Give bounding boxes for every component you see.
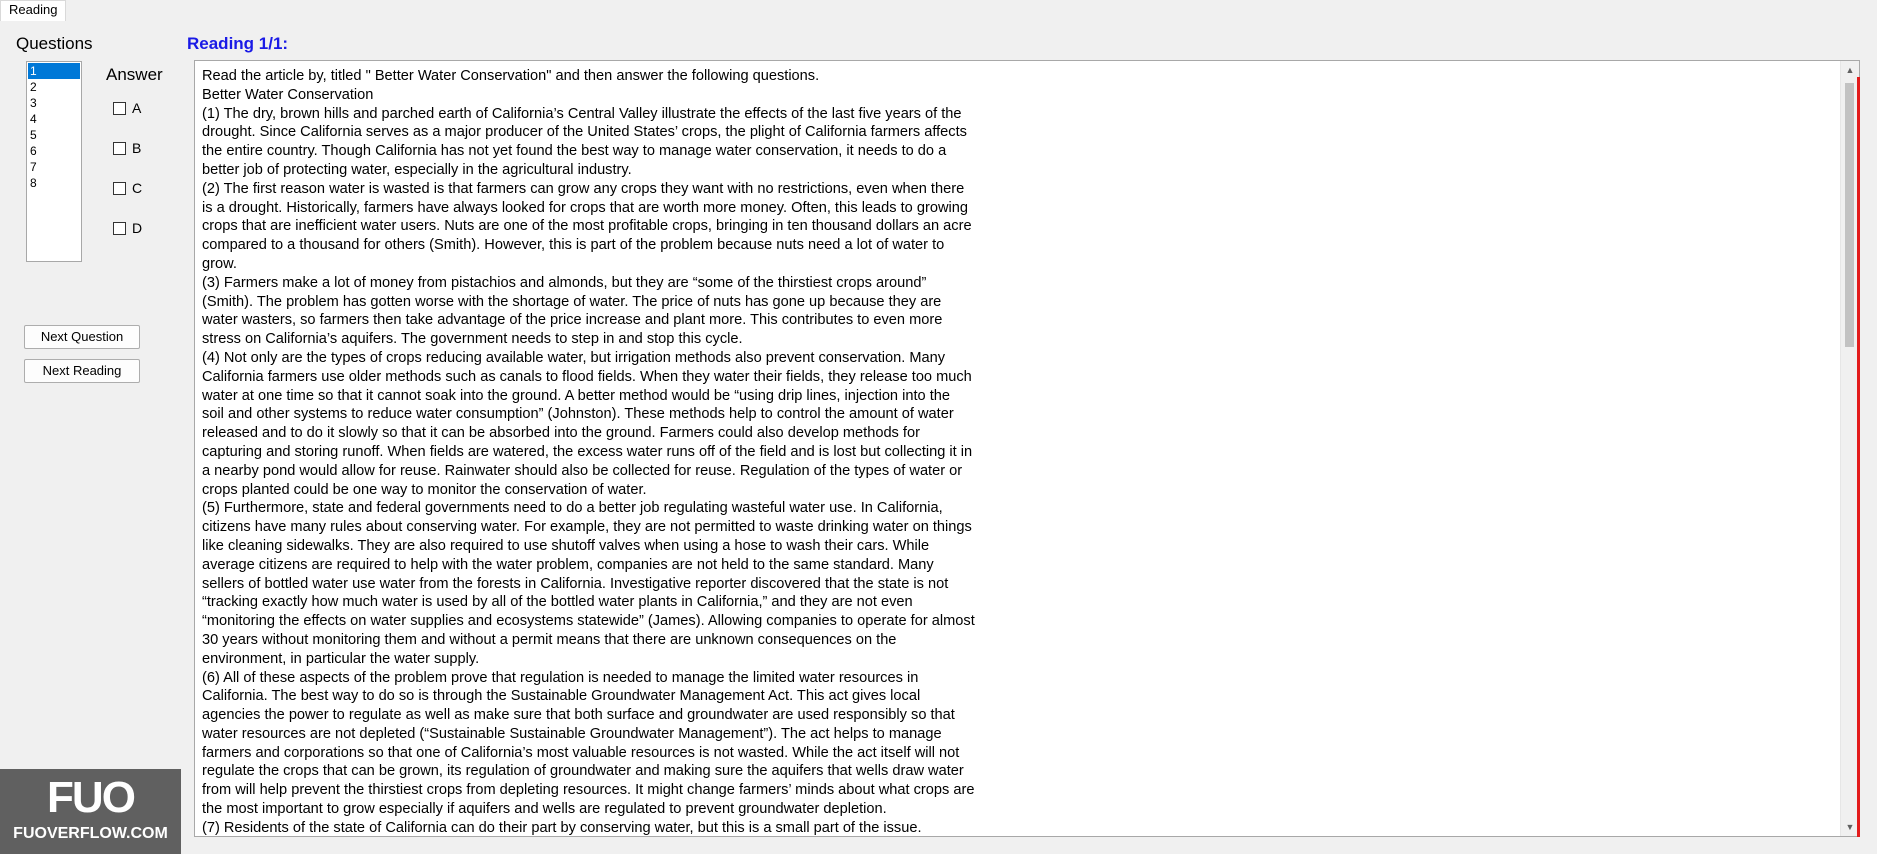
question-item[interactable]: 5 <box>30 128 37 142</box>
reading-line: (5) Furthermore, state and federal governments need to do a better job regulating wasteful water use. In California, <box>202 500 943 517</box>
reading-line: grow. <box>202 255 237 272</box>
choice-a[interactable] <box>113 100 141 116</box>
reading-panel <box>0 21 1877 854</box>
reading-line: (3) Farmers make a lot of money from pistachios and almonds, but they are “some of the thirstiest crops around” <box>202 274 927 291</box>
reading-line: (Smith). The problem has gotten worse with the shortage of water. The price of nuts has gone up because they are <box>202 293 942 310</box>
reading-line: (7) Residents of the state of California can do their part by conserving water, but this is a small part of the issue. <box>202 819 922 836</box>
reading-line: (1) The dry, brown hills and parched earth of California’s Central Valley illustrate the effects of the last five years of the <box>202 105 962 122</box>
reading-line: like cleaning sidewalks. They are also required to use shutoff valves when using a hose to wash their cars. While <box>202 537 930 554</box>
watermark-site: FUOVERFLOW.COM <box>13 825 168 842</box>
watermark <box>0 769 181 854</box>
reading-line: is a drought. Historically, farmers have always looked for crops that are worth more money. Often, this leads to growing <box>202 199 968 216</box>
next-question-button[interactable]: Next Question <box>24 325 140 349</box>
choice-c[interactable] <box>113 180 142 196</box>
choice-b[interactable] <box>113 140 141 156</box>
reading-textbox[interactable] <box>194 60 1860 837</box>
reading-line: California. The best way to do so is through the Sustainable Groundwater Management Act. This act gives local <box>202 688 921 705</box>
choice-a-checkbox[interactable] <box>113 102 126 115</box>
question-item[interactable]: 1 <box>28 63 80 79</box>
tab-strip <box>0 0 1877 22</box>
choice-d[interactable] <box>113 220 142 236</box>
reading-line: 30 years without monitoring them and without a permit means that there are unknown consequences on the <box>202 631 897 648</box>
red-annotation-line <box>1857 77 1860 837</box>
reading-line: a nearby pond would allow for reuse. Rainwater should also be collected for reuse. Regulation of the types of water or <box>202 462 963 479</box>
choice-b-label: B <box>132 140 142 156</box>
question-item[interactable]: 6 <box>30 144 37 158</box>
reading-line: farmers and corporations so that one of California’s most valuable resources is not wasted. While the act itself will not <box>202 744 960 761</box>
reading-line: water resources are not depleted (“Sustainable Sustainable Groundwater Management”). The act helps to manage <box>202 725 942 742</box>
reading-line: soil and other systems to reduce water consumption” (Johnston). These methods help to control the amount of water <box>202 406 954 423</box>
question-item[interactable]: 4 <box>30 112 37 126</box>
reading-text <box>202 67 1842 837</box>
reading-line: “monitoring the effects on water supplies and ecosystems statewide” (James). Allowing companies to operate for almost <box>202 613 975 630</box>
reading-line: better job of protecting water, especially in the agricultural industry. <box>202 161 632 178</box>
reading-line: released and to do it slowly so that it can be absorbed into the ground. Farmers could also develop methods for <box>202 425 920 442</box>
reading-line: average citizens are required to help with the water problem, companies are not held to the same standard. Many <box>202 556 934 573</box>
choice-d-label: D <box>132 220 143 236</box>
choice-c-label: C <box>132 180 143 196</box>
reading-line: compared to a thousand for others (Smith). However, this is part of the problem because nuts need a lot of water to <box>202 237 945 254</box>
reading-line: citizens have many rules about conserving water. For example, they are not permitted to waste drinking water on things <box>202 519 972 536</box>
scroll-down-arrow-icon[interactable]: ▼ <box>1845 822 1855 832</box>
reading-line: the most important to grow especially if aquifers and wells are regulated to prevent groundwater depletion. <box>202 801 887 818</box>
reading-line: agencies the power to regulate as well as make sure that both surface and groundwater are used responsibly so that <box>202 707 955 724</box>
reading-line: environment, in particular the water supply. <box>202 650 480 667</box>
next-reading-button[interactable]: Next Reading <box>24 359 140 383</box>
answer-label: Answer <box>106 65 163 84</box>
watermark-logo: FUO <box>47 773 134 822</box>
choice-c-checkbox[interactable] <box>113 182 126 195</box>
reading-line: sellers of bottled water use water from the forests in California. Investigative reporter discovered that the state is not <box>202 575 949 592</box>
reading-line: water wasters, so farmers then take advantage of the price increase and plant more. This contributes to even more <box>202 312 943 329</box>
scroll-up-arrow-icon[interactable]: ▲ <box>1845 65 1855 75</box>
question-item[interactable]: 8 <box>30 176 37 190</box>
questions-label: Questions <box>16 34 93 53</box>
question-item[interactable]: 7 <box>30 160 37 174</box>
reading-line: stress on California’s aquifers. The government needs to step in and stop this cycle. <box>202 331 743 348</box>
choice-b-checkbox[interactable] <box>113 142 126 155</box>
reading-line: (6) All of these aspects of the problem prove that regulation is needed to manage the limited water resources in <box>202 669 919 686</box>
question-item[interactable]: 3 <box>30 96 37 110</box>
questions-listbox[interactable] <box>26 61 82 262</box>
reading-line: (2) The first reason water is wasted is that farmers can grow any crops they want with no restrictions, even when there <box>202 180 965 197</box>
tab-reading[interactable]: Reading <box>0 0 66 21</box>
reading-line: the entire country. Though California has not yet found the best way to manage water conservation, it needs to do a <box>202 143 947 160</box>
reading-line: Better Water Conservation <box>202 86 374 103</box>
reading-line: regulate the crops that can be grown, its regulation of groundwater and making sure the aquifers that wells draw water <box>202 763 964 780</box>
reading-line: drought. Since California serves as a major producer of the United States’ crops, the plight of California farmers affects <box>202 124 967 141</box>
choice-a-label: A <box>132 100 142 116</box>
reading-line: from will help prevent the thirstiest crops from depleting resources. It might change farmers’ minds about what crops are <box>202 782 975 799</box>
reading-line: crops planted could be one way to monitor the conservation of water. <box>202 481 647 498</box>
reading-line: Read the article by, titled " Better Water Conservation" and then answer the following questions. <box>202 68 820 84</box>
reading-title: Reading 1/1: <box>187 34 289 53</box>
choice-d-checkbox[interactable] <box>113 222 126 235</box>
reading-line: California farmers use older methods such as canals to flood fields. When they water their fields, they release too much <box>202 368 972 385</box>
reading-line: “tracking exactly how much water is used by all of the bottled water plants in California,” and they are not even <box>202 594 913 611</box>
reading-line: (4) Not only are the types of crops reducing available water, but irrigation methods also prevent conservation. Many <box>202 349 946 366</box>
scroll-thumb[interactable] <box>1845 83 1854 347</box>
reading-line: capturing and storing runoff. When fields are watered, the excess water runs off of the field and is lost but collecting it in <box>202 443 973 460</box>
question-item[interactable]: 2 <box>30 80 37 94</box>
reading-line: crops that are inefficient water users. Nuts are one of the most profitable crops, bringing in ten thousand dollars an acre <box>202 218 972 235</box>
reading-line: water at one time so that it cannot soak into the ground. A better method would be “using drip lines, injection into the <box>202 387 950 404</box>
